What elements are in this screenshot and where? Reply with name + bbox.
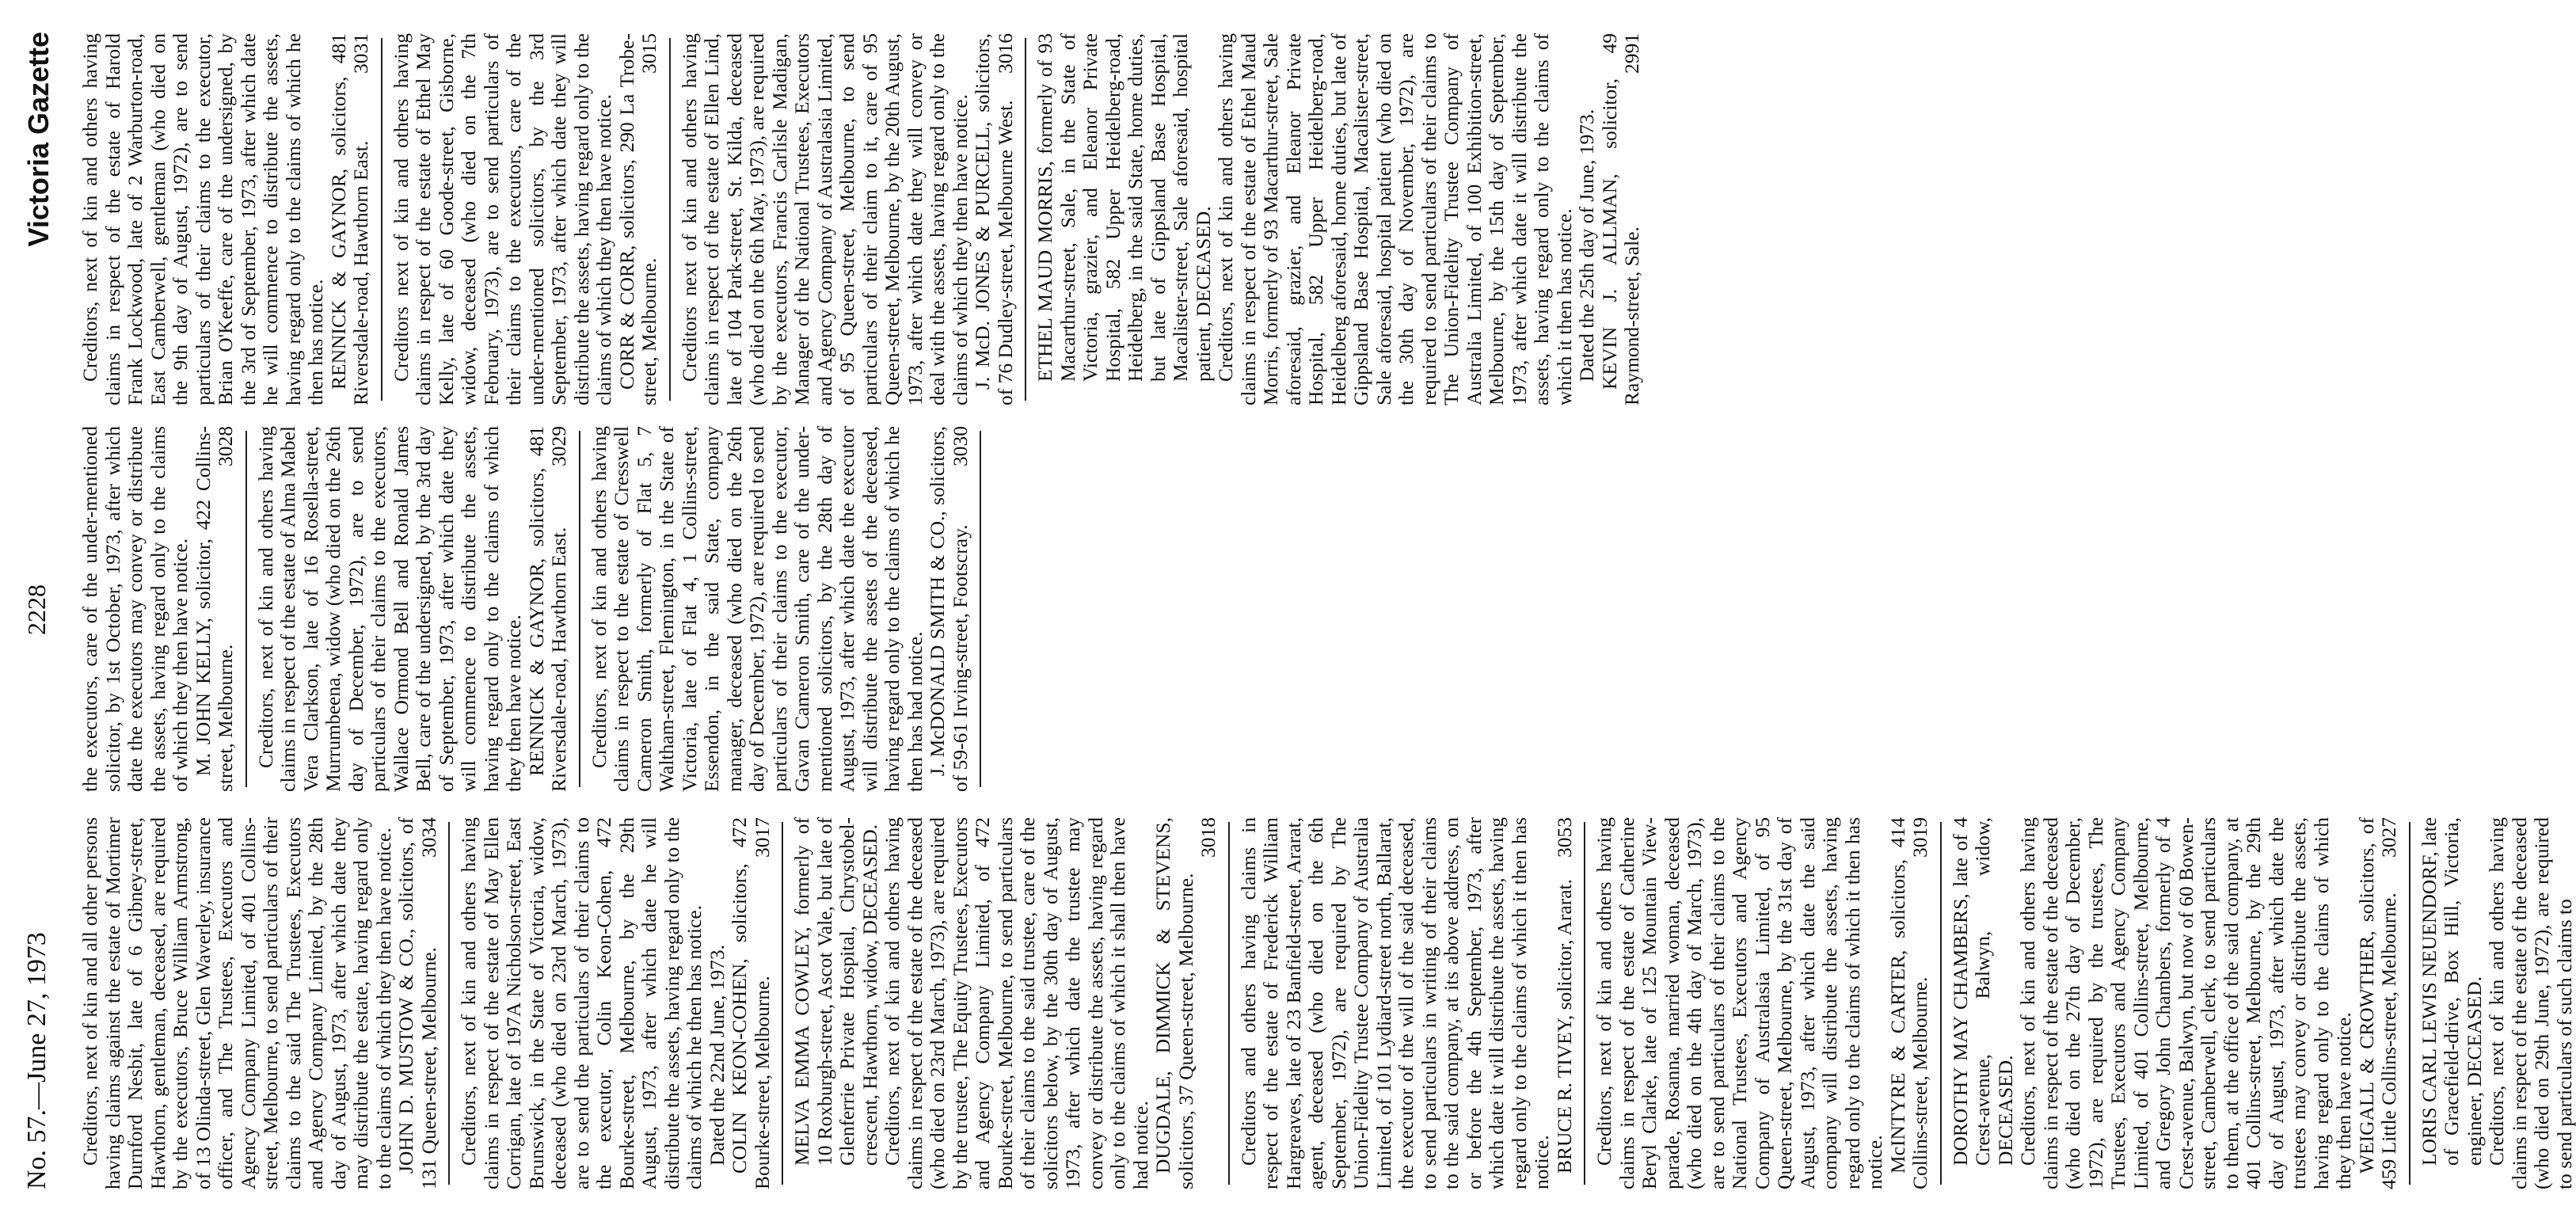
reference-number: 3016 <box>993 33 1017 74</box>
notice-divider <box>579 431 580 787</box>
column-1 <box>78 817 2576 1189</box>
notice-signature <box>1599 33 1644 405</box>
reference-number: 3017 <box>750 817 774 858</box>
notice-signature <box>192 426 238 792</box>
notice-heading: MELVA EMMA COWLEY, formerly of 10 Roxburgh-street, Ascot Vale, but late of Glenferrie Private Hospital, Chrystobel-crescent, Hawthorn, widow, DECEASED. <box>790 817 881 1166</box>
notice-divider <box>1584 822 1585 1185</box>
notice-divider <box>1228 822 1230 1185</box>
publication-title: Victoria Gazette <box>22 32 55 247</box>
issue-number: No. 57.—June 27, 1973 <box>22 932 51 1189</box>
notice-signature <box>972 33 1017 405</box>
signature-text: RENNICK & GAYNOR, solicitors, 481 Riversdale-road, Hawthorn East. <box>524 426 570 792</box>
page-number: 2228 <box>22 584 51 635</box>
notice-paragraph: Creditors and others having claims in respect of the estate of Frederick William Hargreaves, late of 23 Banfield-street, Ararat, agent, deceased (who died on the 6th September, 1972), are required by The Union-Fidelity Trustee Company of Australia Limited, of 101 Lydiard-street north, Ballarat, the executor of the will of the said deceased, to send particulars in writing of their claims to the said company, at its above address, on or before the 4th September, 1973, after which date it will distribute the assets, having regard only to the claims of which it then has notice. <box>1236 817 1553 1189</box>
notice-divider <box>980 431 981 787</box>
reference-number: 3029 <box>547 426 570 466</box>
notice-paragraph: Creditors, next of kin and others having claims in respect of the estate of the deceased (who died on the 27th day of December, 1972), are required by the trustees, The Trustees, Executors and Agency Company Limited, of 401 Collins-street, Melbourne, and Gregory John Chambers, formerly of 4 Crest-avenue, Balwyn, but now of 60 Bowen-street, Camberwell, clerk, to send particulars to them, at the office of the said company, at 401 Collins-street, Melbourne, by the 29th day of August, 1973, after which date the trustees may convey or distribute the assets, having regard only to the claims of which they then have notice. <box>2016 817 2355 1189</box>
notice-paragraph: Creditors, next of kin and all other persons having claims against the estate of Mortimer Durnford Nesbit, late of 6 Gibney-street, Hawthorn, gentleman, deceased, are required by the executors, Bruce William Armstrong, of 13 Olinda-street, Glen Waverley, insurance officer, and The Trustees, Executors and Agency Company Limited, of 401 Collins-street, Melbourne, to send particulars of their claims to the said The Trustees, Executors and Agency Company Limited, by the 28th day of August, 1973, after which date they may distribute the estate, having regard only to the claims of which they then have notice. <box>78 817 395 1189</box>
notice-heading: ETHEL MAUD MORRIS, formerly of 93 Macarthur-street, Sale, in the State of Victoria, grazier, and Eleanor Private Hospital, 582 Upper Heidelberg-road, Heidelberg, in the said State, home duties, but late of Gippsland Base Hospital, Macalister-street, Sale aforesaid, hospital patient, DECEASED. <box>1033 33 1215 382</box>
signature-text: BRUCE R. TIVEY, solicitor, Ararat. <box>1552 878 1576 1174</box>
notice-divider <box>1940 822 1942 1185</box>
notice <box>390 33 661 405</box>
notice-paragraph: Dated the 25th day of June, 1973. <box>1575 108 1598 382</box>
notice <box>458 817 774 1189</box>
reference-number: 3015 <box>637 33 660 74</box>
notice-heading: DOROTHY MAY CHAMBERS, late of 4 Crest-avenue, Balwyn, widow, DECEASED. <box>1948 817 2017 1166</box>
notice-signature <box>395 817 440 1189</box>
notice-signature <box>328 33 373 405</box>
notice <box>1034 33 1644 405</box>
notice <box>79 426 238 792</box>
notice-paragraph: Creditors, next of kin and others having claims in respect of the estate of Catherine Beryl Clarke, late of 125 Mountain View-parade, Rosanna, married woman, deceased (who died on the 4th day of March, 1973), are to send particulars of their claims to the National Trustees, Executors and Agency Company of Australasia Limited, of 95 Queen-street, Melbourne, by the 31st day of August, 1973, after which date the said company will distribute the assets, having regard only to the claims of which it then has notice. <box>1592 817 1886 1189</box>
reference-number: 3030 <box>948 426 972 466</box>
notice-paragraph: Creditors, next of kin and others having claims in respect of the estate of the deceased (who died on 29th June, 1972), are required to send particulars of such claims to <box>2485 817 2576 1189</box>
notice-signature <box>1887 817 1932 1189</box>
signature-text: WEIGALL & CROWTHER, solicitors, of 459 Little Collins-street, Melbourne. <box>2354 817 2400 1189</box>
reference-number: 3018 <box>1197 817 1220 858</box>
notice-signature <box>927 426 972 792</box>
signature-text: KEVIN J. ALLMAN, solicitor, 49 Raymond-street, Sale. <box>1597 33 1643 405</box>
signature-text: RENNICK & GAYNOR, solicitors, 481 Riversdale-road, Hawthorn East. <box>326 33 372 405</box>
notice-paragraph: Creditors, next of kin and others having claims in respect of the estate of Alma Mabel Vera Clarkson, late of 16 Rosella-street, Murrumbeena, widow (who died on the 26th day of December, 1972), are to send particulars of their claims to the executors, Wallace Ormond Bell and Ronald James Bell, care of the undersigned, by the 3rd day of September, 1973, after which date they will commence to distribute the assets, having regard only to the claims of which they then have notice. <box>253 426 525 792</box>
signature-text: CORR & CORR, solicitors, 290 La Trobe-street, Melbourne. <box>615 33 660 405</box>
signature-text: DUGDALE, DIMMICK & STEVENS, solicitors, 37 Queen-street, Melbourne. <box>1151 817 1197 1189</box>
notice <box>79 33 373 405</box>
signature-text: COLIN KEON-COHEN, solicitors, 472 Bourke-street, Melbourne. <box>728 817 774 1189</box>
notice-paragraph: Creditors next of kin and others having claims in respect of the estate of Ellen Lind, late of 104 Park-street, St. Kilda, deceased (who died on the 6th May, 1973), are required by the executors, Francis Carlisle Madigan, Manager of the National Trustees, Executors and Agency Company of Australasia Limited, of 95 Queen-street, Melbourne, to send particulars of their claim to it, care of 95 Queen-street, Melbourne, by the 20th August, 1973, after which date they will convey or deal with the assets, having regard only to the claims of which they then have notice. <box>677 33 972 405</box>
reference-number: 3019 <box>1908 817 1931 858</box>
notice <box>2418 817 2576 1189</box>
notice-divider <box>1025 38 1026 401</box>
notice-signature <box>1151 817 1220 1189</box>
signature-text: McINTYRE & CARTER, solicitors, 414 Collins-street, Melbourne. <box>1885 817 1931 1189</box>
reference-number: 3053 <box>1552 817 1576 858</box>
column-3 <box>79 33 1916 405</box>
notice <box>1593 817 1932 1189</box>
notice-paragraph: Creditors, next of kin and others having claims in respect of the estate of Ethel Maud Morris, formerly of 93 Macarthur-street, Sale aforesaid, grazier, and Eleanor Private Hospital, 582 Upper Heidelberg-road, Heidelberg aforesaid, home duties, but late of Gippsland Base Hospital, Macalister-street, Sale aforesaid, hospital patient (who died on the 30th day of November, 1972), are required to send particulars of their claims to The Union-Fidelity Trustee Company of Australia Limited, of 100 Exhibition-street, Melbourne, by the 15th day of September, 1973, after which date it will distribute the assets, having regard only to the claims of which it then has notice. <box>1214 33 1576 405</box>
notice <box>1950 817 2401 1189</box>
reference-number: 2991 <box>1620 33 1643 74</box>
reference-number: 3031 <box>349 33 372 74</box>
notice-paragraph: Creditors, next of kin and others having claims in respect to the estate of Cresswell Cameron Smith, formerly of Flat 5, 7 Waltham-street, Flemington, in the State of Victoria, late of Flat 4, 1 Collins-street, Essendon, in the said State, company manager, deceased (who died on the 26th day of December, 1972), are required to send particulars of their claims to the executor, Gavan Cameron Smith, care of the under-mentioned solicitors, by the 28th day of August, 1973, after which date the executor will distribute the assets of the deceased, having regard only to the claims of which he then has had notice. <box>587 426 927 792</box>
notice-divider <box>669 38 671 401</box>
notice <box>79 817 440 1189</box>
notice-continuation: the executors, care of the under-mentioned solicitor, by 1st October, 1973, after which date the executors may convey or distribute the assets, having regard only to the claims of which they then have notice. <box>78 426 192 792</box>
notice-divider <box>782 822 783 1185</box>
reference-number: 3027 <box>2377 817 2400 858</box>
notice <box>791 817 1220 1189</box>
reference-number: 3028 <box>214 426 237 466</box>
notice-paragraph: Dated the 22nd June, 1973. <box>705 944 729 1166</box>
reference-number: 3034 <box>417 817 440 858</box>
notice-divider <box>448 822 450 1185</box>
signature-text: M. JOHN KELLY, solicitor, 422 Collins-street, Melbourne. <box>191 426 237 792</box>
notice-signature <box>616 33 661 405</box>
notice-divider <box>245 431 247 787</box>
signature-text: J. McDONALD SMITH & CO., solicitors, of 59-61 Irving-street, Footscray. <box>926 426 972 792</box>
notice-paragraph: Creditors, next of kin and others having claims in respect of the estate of May Ellen Corrigan, late of 197A Nicholson-street, East Brunswick, in the State of Victoria, widow, deceased (who died on 23rd March, 1973), are to send the particulars of their claims to the executor, Colin Keon-Cohen, 472 Bourke-street, Melbourne, by the 29th August, 1973, after which date he will distribute the assets, having regard only to the claims of which he then has notice. <box>457 817 706 1189</box>
notice-paragraph: Creditors next of kin and others having claims in respect of the estate of Ethel May Kelly, late of 60 Goode-street, Gisborne, widow, deceased (who died on the 7th February, 1973), are to send particulars of their claims to the executors, care of the under-mentioned solicitors, by the 3rd September, 1973, after which date they will distribute the assets, having regard only to the claims of which they then have notice. <box>389 33 615 405</box>
column-2 <box>79 426 1916 792</box>
notice <box>588 426 972 792</box>
notice-divider <box>2409 822 2410 1185</box>
notice-signature <box>1554 817 1577 1189</box>
notice <box>679 33 1018 405</box>
notice-signature <box>729 817 774 1189</box>
notice-paragraph: Creditors, next of kin and others having claims in respect of the estate of Harold Frank Lockwood, late of 2 Warburton-road, East Camberwell, gentleman (who died on the 9th day of August, 1972), are to send particulars of their claims to the executor, Brian O'Keeffe, care of the undersigned, by the 3rd of September, 1973, after which date he will commence to distribute the assets, having regard only to the claims of which he then has notice. <box>78 33 327 405</box>
notice-signature <box>526 426 571 792</box>
signature-text: JOHN D. MUSTOW & CO., solicitors, of 131 Queen-street, Melbourne. <box>394 817 440 1189</box>
page-header <box>22 32 62 1189</box>
notice-signature <box>2356 817 2401 1189</box>
notice-paragraph: Creditors, next of kin and others having claims in respect of the estate of the deceased (who died on 23rd March, 1973), are required by the trustee, The Equity Trustees, Executors and Agency Company Limited, of 472 Bourke-street, Melbourne, to send particulars of their claims to the said trustee, care of the solicitors below, by the 30th day of August, 1973, after which date the trustee may convey or distribute the assets, having regard only to the claims of which it shall then have had notice. <box>881 817 1152 1189</box>
notice <box>255 426 571 792</box>
signature-text: J. McD. JONES & PURCELL, solicitors, of 76 Dudley-street, Melbourne West. <box>971 33 1017 405</box>
notice <box>1238 817 1577 1189</box>
notice-divider <box>381 38 382 401</box>
notice-heading: LORIS CARL LEWIS NEUENDORF, late of Gracefield-drive, Box Hill, Victoria, engineer, DECEASED. <box>2417 817 2486 1166</box>
